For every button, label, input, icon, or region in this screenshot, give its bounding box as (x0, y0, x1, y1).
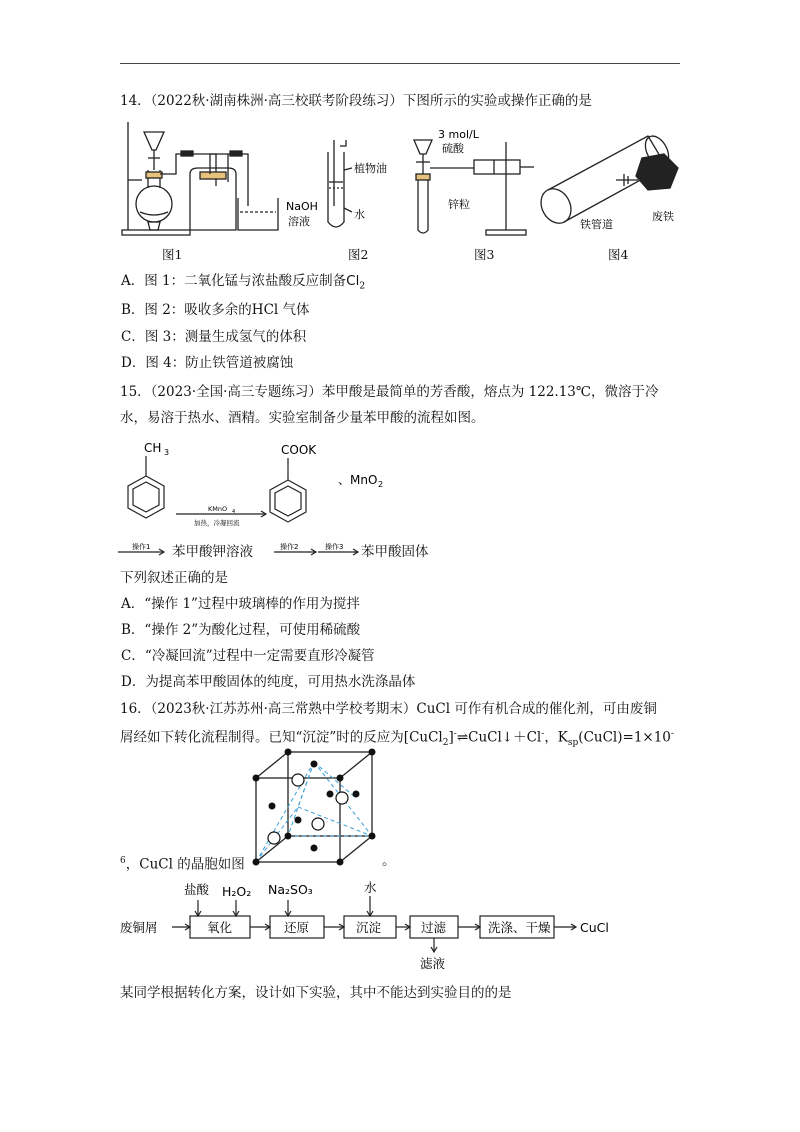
svg-text:2: 2 (378, 480, 384, 489)
q14-option-c[interactable]: C．图 3：测量生成氢气的体积 (121, 329, 307, 345)
q16-flowchart (118, 878, 678, 974)
caption-fig2: 图2 (348, 247, 369, 262)
label-solution: 溶液 (288, 215, 310, 228)
beaker (238, 198, 278, 230)
ch3-label: CH (144, 441, 162, 455)
q15-stem-line2: 水，易溶于热水、酒精。实验室制备少量苯甲酸的流程如图。 (120, 410, 485, 426)
caption-fig3: 图3 (474, 247, 495, 262)
caption-fig1: 图1 (162, 247, 183, 262)
round-flask (136, 186, 172, 222)
q16-last-line: 某同学根据转化方案，设计如下实验，其中不能达到实验目的的是 (120, 985, 512, 1001)
reagent-label: KMnO (208, 505, 228, 513)
flow-start: 废铜屑 (120, 920, 158, 935)
q16-stem-line3: $^6$，CuCl 的晶胞如图 (120, 856, 245, 873)
label-acid-name: 硫酸 (442, 142, 464, 155)
reagent-na2so3: Na₂SO₃ (268, 882, 313, 897)
q16-stem-line1: 16．（2023秋·江苏苏州·高三常熟中学校考期末）CuCl 可作有机合成的催化剂，可由废铜 (120, 701, 657, 717)
condition-label: 加热，冷凝回流 (194, 519, 240, 527)
label-scrap: 废铁 (652, 210, 674, 223)
cook-label: COOK (281, 443, 317, 457)
cucl-unit-cell (252, 748, 382, 866)
q14-option-b[interactable]: B．图 2：吸收多余的HCl 气体 (121, 302, 310, 318)
q14-figure (118, 118, 688, 242)
label-zinc: 锌粒 (448, 198, 470, 211)
flow-filtrate: 滤液 (420, 956, 446, 971)
q15-stem-line1: 15．（2023·全国·高三专题练习）苯甲酸是最简单的芳香酸，熔点为 122.13℃，微溶于冷 (120, 384, 659, 400)
q15-scheme (118, 434, 448, 558)
mno2-label: 、MnO (338, 473, 378, 487)
step-wash-dry-label: 洗涤、干燥 (488, 920, 551, 935)
q14-option-a[interactable]: A．图 1：二氧化锰与浓盐酸反应制备$Cl_2$ (121, 273, 366, 292)
q15-prompt: 下列叙述正确的是 (120, 570, 228, 586)
svg-text:3: 3 (164, 448, 170, 457)
test-tube (328, 152, 344, 227)
q16-stem-line3-end: 。 (382, 853, 396, 869)
label-naoh: NaOH (286, 200, 318, 213)
syringe (474, 160, 520, 174)
op2-label: 操作2 (280, 543, 299, 551)
q15-option-b[interactable]: B．“操作 2”为酸化过程，可使用稀硫酸 (121, 622, 361, 638)
reagent-h2o2: H₂O₂ (222, 884, 252, 899)
step-precipitate-label: 沉淀 (356, 920, 382, 935)
op3-label: 操作3 (325, 543, 344, 551)
q14-option-d[interactable]: D．图 4：防止铁管道被腐蚀 (121, 355, 294, 371)
label-pipe: 铁管道 (580, 218, 613, 231)
svg-text:4: 4 (232, 509, 236, 515)
label-acid-conc: 3 mol/L (438, 128, 479, 141)
q15-mid-product: 苯甲酸钾溶液 (172, 544, 253, 560)
reaction-tube (418, 180, 428, 233)
q16-stem-line2: 屑经如下转化流程制得。已知“沉淀”时的反应为[CuCl$_2$]-⇌CuCl↓＋Cl-，$K_{sp}(CuCl)=1\times 10^-$ (120, 729, 674, 749)
reagent-hcl: 盐酸 (184, 882, 210, 897)
caption-fig4: 图4 (608, 247, 629, 262)
q15-option-d[interactable]: D．为提高苯甲酸固体的纯度，可用热水洗涤晶体 (121, 674, 416, 690)
flow-product: CuCl (580, 920, 609, 935)
label-oil: 植物油 (354, 162, 387, 175)
scrap-iron (636, 154, 678, 190)
q14-stem: 14．（2022秋·湖南株洲·高三校联考阶段练习）下图所示的实验或操作正确的是 (120, 93, 592, 109)
step-filter-label: 过滤 (421, 920, 447, 935)
header-rule (120, 63, 680, 64)
q15-option-c[interactable]: C．“冷凝回流”过程中一定需要直形冷凝管 (121, 648, 375, 664)
stand-base (122, 230, 190, 235)
step-oxidize-label: 氧化 (207, 920, 233, 935)
q15-final-product: 苯甲酸固体 (361, 544, 429, 560)
reagent-water: 水 (364, 880, 377, 895)
label-water: 水 (354, 208, 365, 221)
op1-label: 操作1 (132, 543, 151, 551)
q15-option-a[interactable]: A．“操作 1”过程中玻璃棒的作用为搅拌 (121, 596, 360, 612)
step-reduce-label: 还原 (284, 920, 310, 935)
